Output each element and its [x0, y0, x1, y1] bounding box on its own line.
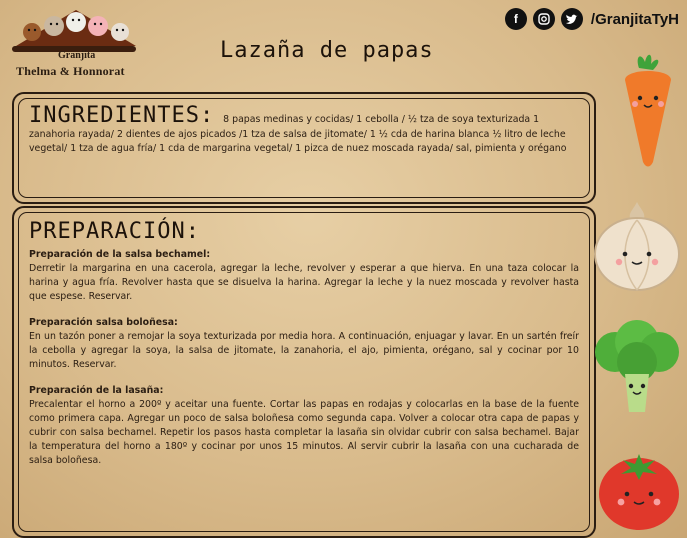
lasagna-title: Preparación de la lasaña: [29, 385, 164, 396]
social-handle[interactable]: /GranjitaTyH [590, 10, 679, 28]
bechamel-title: Preparación de la salsa bechamel: [29, 249, 211, 260]
ingredients-frame [18, 98, 590, 198]
bechamel-text: Derretir la margarina en una cacerola, agregar la leche, revolver y esperar a que hierva. En una taza colocar la harina y agua fría. Revolver hasta que se disuelva la harina. Agregar la leche y la nuez moscada y revolver hasta que espese. Reservar. [29, 263, 579, 302]
twitter-icon[interactable] [561, 8, 583, 30]
social-links [505, 8, 679, 30]
bolognese-title: Preparación salsa boloñesa: [29, 317, 178, 328]
instagram-icon[interactable] [533, 8, 555, 30]
lasagna-text: Precalentar el horno a 200º y aceitar una fuente. Cortar las papas en rodajas y colocarlas en la base de la fuente como primera capa. Agregar un poco de salsa boloñesa como segunda capa. Volver a colocar otra capa de papas y cubrir con salsa bechamel. Repetir los pasos hasta completar la lasaña sin olvidar cubrir con salsa bechamel. Bajar la temperatura del horno a 180º y cocinar por unos 15 minutos. Al servir cubrir la lasaña con una cucharada de salsa boloñesa. [29, 399, 579, 466]
preparation-frame [18, 212, 590, 532]
ingredients-content [19, 99, 589, 160]
ingredients-text: 8 papas medinas y cocidas/ 1 cebolla / ½ tza de soya texturizada 1 zanahoria rayada/ 2 dientes de ajos picados /1 tza de salsa de jitomate/ 1 ½ cda de harina blanca ½ litro de leche vegetal/ 1 tza de agua fría/ 1 cda de margarina vegetal/ 1 pizca de nuez moscada rayada/ sal, pimienta y orégano [29, 114, 567, 154]
bolognese-text: En un tazón poner a remojar la soya texturizada por media hora. A continuación, enjuagar y lavar. En un sartén freír la cebolla y agregar la soya, la salsa de jitomate, la zanahoria, el ajo, pimienta, orégano, sal y cocinar por 10 minutos. Reservar. [29, 331, 579, 370]
brand-small-text: Granjita [58, 50, 96, 61]
farm-animals-icon [10, 6, 142, 46]
broccoli-icon [591, 320, 683, 416]
preparation-content [19, 213, 589, 486]
carrot-icon [613, 50, 683, 170]
onion-icon [591, 200, 683, 292]
page-title: Lazaña de papas [220, 38, 434, 63]
facebook-icon[interactable]: f [505, 8, 527, 30]
brand-logo [6, 6, 146, 90]
brand-main-text: Thelma & Honnorat [16, 64, 125, 78]
ingredients-panel [12, 92, 596, 204]
tomato-icon [595, 446, 683, 532]
ingredients-heading: INGREDIENTES: [29, 103, 215, 128]
preparation-heading: PREPARACIÓN: [29, 219, 200, 244]
preparation-panel [12, 206, 596, 538]
